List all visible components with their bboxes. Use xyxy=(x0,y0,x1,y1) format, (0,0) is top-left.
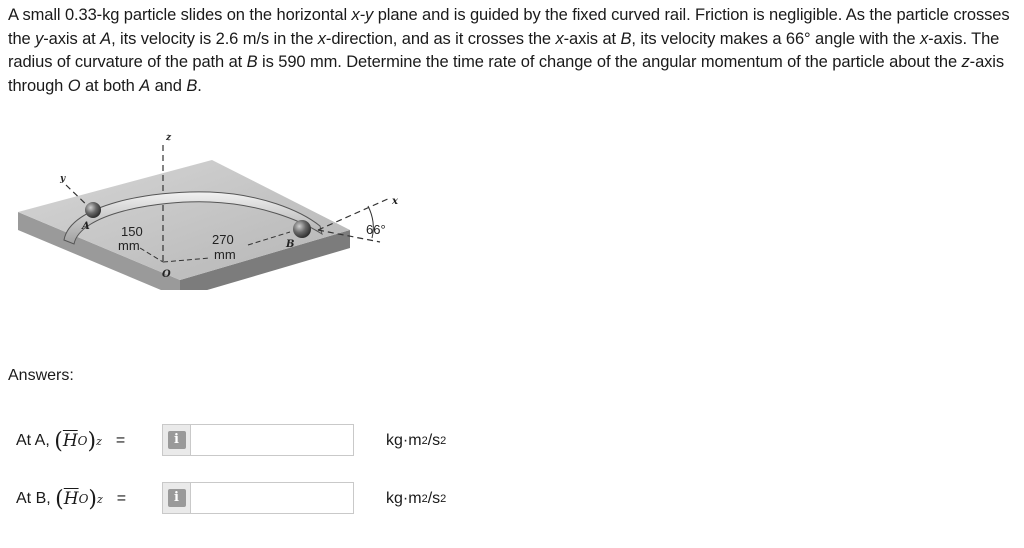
label-x: x xyxy=(392,196,398,207)
answer-row-B xyxy=(0,482,1024,516)
angle-label: 66° xyxy=(366,222,386,237)
problem-statement: A small 0.33-kg particle slides on the horizontal x-y plane and is guided by the fixed curved rail. Friction is negligible. As the particle crosses the y-axis at A, its velocity is 2.6 m/s in the x-direction, and as it crosses the x-axis at B, its velocity makes a 66° angle with the x-axis. The radius of curvature of the path at B is 590 mm. Determine the time rate of change of the angular momentum of the particle about the z-axis through O at both A and B. xyxy=(8,6,1010,95)
particle-at-A xyxy=(85,202,101,218)
answer-row-A xyxy=(0,424,1024,458)
particle-at-B xyxy=(293,220,311,238)
answer-label-A: At A, ( $\overline{H}$ O ) z = xyxy=(16,428,126,454)
dim-150-unit: mm xyxy=(118,238,140,253)
unit-label-A: kg·m 2 /s 2 xyxy=(386,432,447,449)
info-icon: i xyxy=(168,431,186,449)
label-z: z xyxy=(166,133,172,143)
info-button-B[interactable] xyxy=(162,482,190,514)
info-button-A[interactable] xyxy=(162,424,190,456)
label-B: B xyxy=(286,239,295,250)
answer-label-B: At B, ( $\overline{H}$ O ) z = xyxy=(16,486,127,512)
unit-label-B: kg·m 2 /s 2 xyxy=(386,490,447,507)
info-icon: i xyxy=(168,489,186,507)
rail-figure xyxy=(0,120,420,290)
dim-270-unit: mm xyxy=(214,247,236,262)
dim-270-value: 270 xyxy=(212,232,234,247)
answer-input-B[interactable] xyxy=(190,482,354,514)
label-A: A xyxy=(82,221,90,232)
answer-input-A[interactable] xyxy=(190,424,354,456)
answers-title: Answers: xyxy=(8,367,74,384)
label-O: O xyxy=(162,269,171,280)
dim-150-value: 150 xyxy=(121,224,143,239)
label-y: y xyxy=(60,174,66,184)
